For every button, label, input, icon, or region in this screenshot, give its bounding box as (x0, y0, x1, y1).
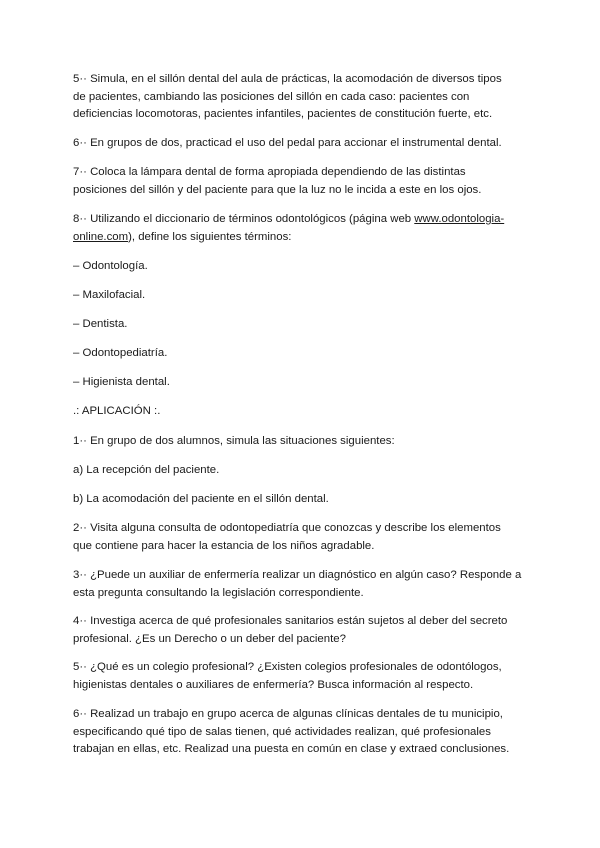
text-line: 6·· En grupos de dos, practicad el uso del pedal para accionar el instrumental dental. (73, 137, 502, 149)
paragraph-item-8 (73, 211, 533, 246)
section-heading-aplicacion (73, 403, 533, 421)
text-line: – Maxilofacial. (73, 289, 146, 301)
text-line: 4·· Investiga acerca de qué profesionales sanitarios están sujetos al deber del secreto (73, 615, 508, 627)
text-line (73, 229, 533, 247)
text-line: trabajan en ellas, etc. Realizad una puesta en común en clase y extraed conclusiones. (73, 743, 510, 755)
term-odontopediatria (73, 345, 533, 363)
text-line: deficiencias locomotoras, pacientes infantiles, pacientes de constitución fuerte, etc. (73, 108, 493, 120)
text-line: profesional. ¿Es un Derecho o un deber del paciente? (73, 632, 346, 645)
paragraph-app-5 (73, 659, 533, 694)
text-segment: ), define los siguientes términos: (128, 230, 292, 243)
text-line: 7·· Coloca la lámpara dental de forma apropiada dependiendo de las distintas (73, 166, 466, 178)
text-line: 1·· En grupo de dos alumnos, simula las situaciones siguientes: (73, 435, 395, 447)
term-higienista (73, 374, 533, 392)
text-line: que contiene para hacer la estancia de los niños agradable. (73, 539, 375, 552)
text-line: a) La recepción del paciente. (73, 464, 220, 476)
paragraph-app-1a (73, 462, 533, 480)
paragraph-app-2 (73, 520, 533, 555)
text-line: especificando qué tipo de salas tienen, qué actividades realizan, qué profesionales (73, 725, 491, 738)
term-dentista (73, 316, 533, 334)
term-odontologia (73, 258, 533, 276)
text-line: – Higienista dental. (73, 376, 170, 388)
text-segment: 8·· Utilizando el diccionario de términos odontológicos (página web (73, 213, 415, 225)
website-link-continued[interactable]: online.com (73, 230, 129, 243)
text-line: 5·· Simula, en el sillón dental del aula de prácticas, la acomodación de diversos tipos (73, 73, 502, 85)
paragraph-app-1b (73, 491, 533, 509)
text-line: 2·· Visita alguna consulta de odontopediatría que conozcas y describe los elementos (73, 522, 501, 534)
text-line (73, 211, 533, 229)
text-line: esta pregunta consultando la legislación correspondiente. (73, 586, 364, 599)
paragraph-app-6 (73, 706, 533, 759)
text-line: 3·· ¿Puede un auxiliar de enfermería realizar un diagnóstico en algún caso? Responde a (73, 569, 522, 581)
website-link[interactable]: www.odontologia- (414, 213, 505, 225)
text-line: 6·· Realizad un trabajo en grupo acerca de algunas clínicas dentales de tu municipio, (73, 708, 503, 720)
text-line: – Odontopediatría. (73, 347, 168, 359)
paragraph-item-6 (73, 135, 533, 153)
text-line: – Odontología. (73, 260, 148, 272)
text-line: 5·· ¿Qué es un colegio profesional? ¿Existen colegios profesionales de odontólogos, (73, 661, 502, 673)
text-line: – Dentista. (73, 318, 128, 330)
paragraph-app-3 (73, 567, 533, 602)
text-line: .: APLICACIÓN :. (73, 405, 161, 417)
paragraph-item-7 (73, 164, 533, 199)
text-line: de pacientes, cambiando las posiciones del sillón en cada caso: pacientes con (73, 90, 470, 103)
text-line: posiciones del sillón y del paciente para que la luz no le incida a este en los ojos. (73, 183, 482, 196)
text-line: b) La acomodación del paciente en el sillón dental. (73, 493, 329, 505)
paragraph-app-4 (73, 613, 533, 648)
paragraph-app-1 (73, 433, 533, 451)
text-line: higienistas dentales o auxiliares de enfermería? Busca información al respecto. (73, 678, 474, 691)
term-maxilofacial (73, 287, 533, 305)
paragraph-item-5 (73, 71, 533, 124)
